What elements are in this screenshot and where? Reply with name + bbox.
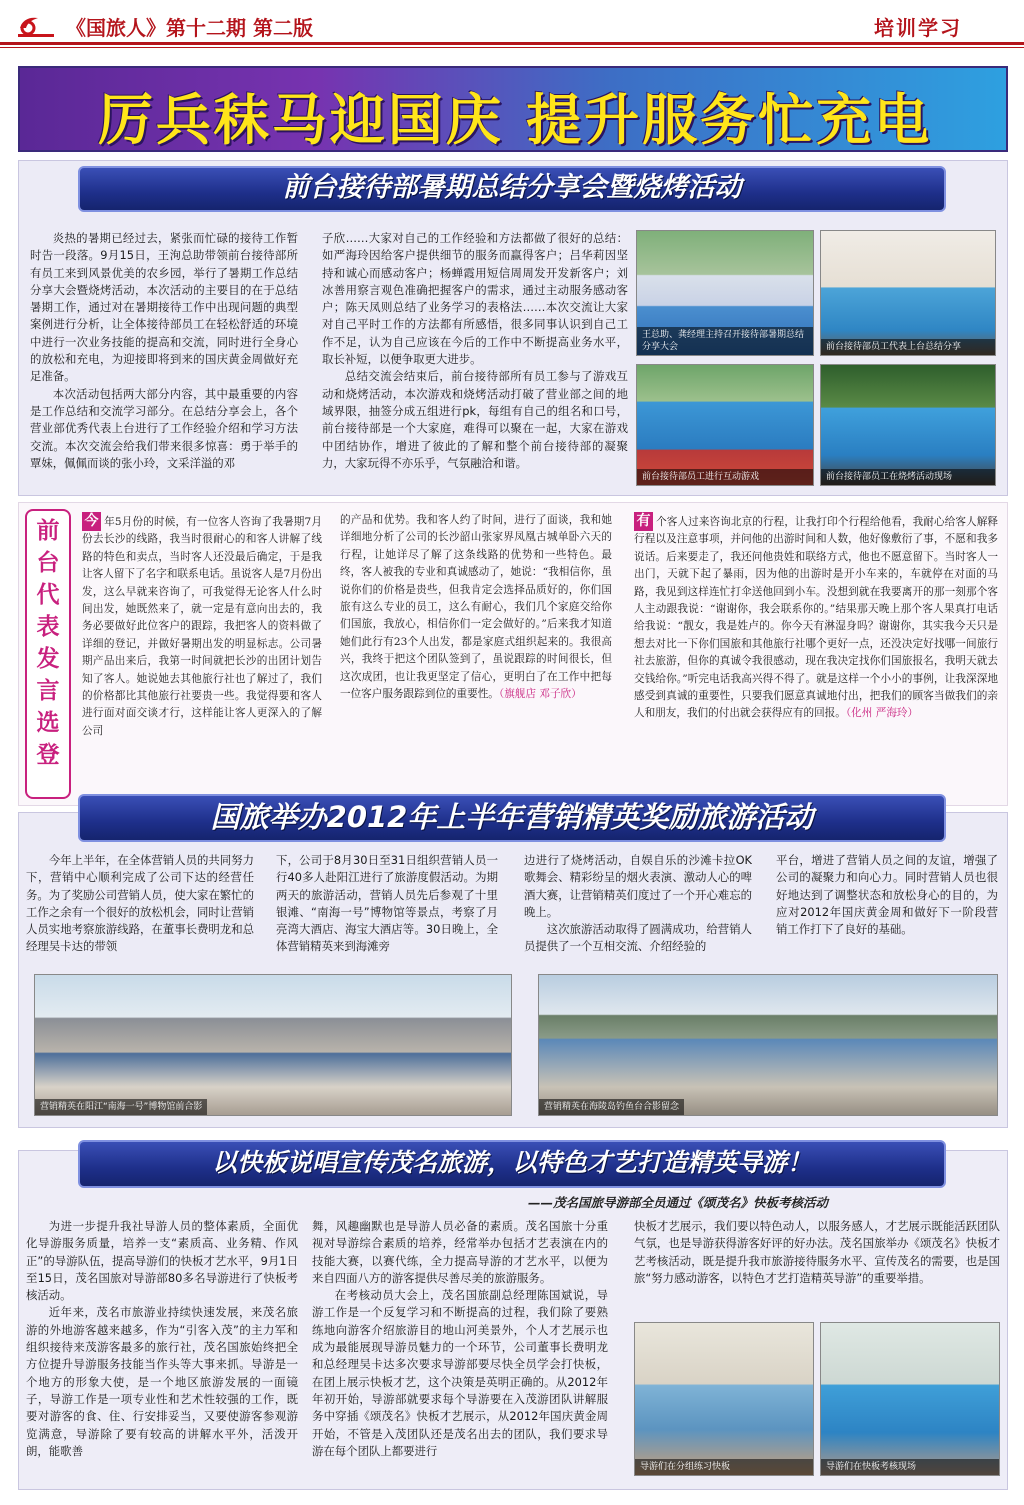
speech-author: （化州 严海玲） [845,707,919,720]
paragraph: 下，公司于8月30日至31日组织营销人员一行40多人赴阳江进行了旅游度假活动。为期两天的旅游活动，营销人员先后参观了十里银滩、“南海一号”博物馆等景点，考察了月亮湾大酒店、海宝大酒店等。30日晚上，全体营销精英来到海滩旁 [276,853,498,954]
article3-col2 [312,1218,608,1488]
photo-staff-speaking [820,230,996,356]
photo-caption: 导游们在快板考核现场 [821,1459,999,1475]
photo-caption: 营销精英在阳江“南海一号”博物馆前合影 [35,1099,207,1115]
paragraph: 在考核动员大会上，茂名国旅副总经理陈国斌说，导游工作是一个反复学习和不断提高的过程，我们除了要熟练地向游客介绍旅游目的地山河美景外，个人才艺展示也成为最能展现导游员魅力的一个环节，公司董事长费明龙和总经理吴卡达多次要求导游部要尽快全员学会打快板，在团上展示快板才艺，这个决策是英明正确的。从2012年年初开始，导游部就要求每个导游要在入茂游团队讲解服务中穿插《颂茂名》快板才艺展示，从2012年国庆黄金周开始，不管是入茂团队还是茂名出去的团队，我们要求导游在每个团队上都要进行 [312,1288,608,1458]
banner-title: 厉兵秣马迎国庆 提升服务忙充电 [97,88,933,152]
photo-group-practice [634,1322,814,1476]
cits-logo-icon [14,12,62,38]
photo-caption: 前台接待部员工进行互动游戏 [637,469,813,485]
paragraph: 本次活动包括两大部分内容，其中最重要的内容是工作总结和交流学习部分。在总结分享会上，各个营业部优秀代表上台进行了工作经验介绍和学习方法交流。本次交流会给我们带来很多惊喜：勇于举手的覃妹，佩佩而谈的张小玲，文采洋溢的邓 [30,386,298,470]
photo-barbecue [820,364,996,486]
main-banner [18,66,1008,152]
photo-caption: 营销精英在海陵岛钓鱼台合影留念 [539,1099,684,1115]
speech-author: （旗舰店 邓子欣） [498,688,582,701]
paragraph: 子欣……大家对自己的工作经验和方法都做了很好的总结：如严海玲因给客户提供细节的服务而赢得客户；吕华莉因坚持和诚心而感动客户；杨蝉霞用短信周周发开发新客户；刘冰善用察言观色准确把握客户的需求，通过主动服务感动客户；陈天凤则总结了业务学习的表格法……本次交流让大家对自己平时工作的方法都有所感悟，很多同事认识到自己工作不足，认为自己应该在今后的工作中不断提高业务水平，取长补短，以便争取更大进步。 [322,231,628,367]
paragraph: 总结交流会结束后，前台接待部所有员工参与了游戏互动和烧烤活动，本次游戏和烧烤活动打破了营业部之间的地域界限，抽签分成五组进行pk，每组有自己的组名和口号，前台接待部是一个大家庭，难得可以聚在一起，大家在游戏中团结协作，增进了彼此的了解和整个前台接待部的凝聚力，大家玩得不亦乐乎，气氛融洽和谐。 [322,369,628,470]
vertical-title-text: 前台代表发言选登 [36,518,60,768]
photo-caption: 前台接待部员工在烧烤活动现场 [821,469,995,485]
drop-cap: 有 [634,512,653,531]
speech-1 [82,512,322,802]
article3-col3 [634,1218,1000,1314]
paragraph: 这次旅游活动取得了圆满成功，给营销人员提供了一个互相交流、介绍经验的 [524,922,752,954]
photo-caption: 导游们在分组练习快板 [635,1459,813,1475]
photo-caption: 前台接待部员工代表上台总结分享 [821,339,995,355]
speech-text: 的产品和优势。我和客人约了时间，进行了面谈，我和她详细地分析了公司的长沙韶山张家界凤凰古城单卧六天的行程，让她详尽了解了这条线路的优势和一些特色。最终，客人被我的专业和真诚感动了，她说：“我相信你，虽说你们的价格是贵些，但我肯定会选择品质好的，你们国旅有这么专业的员工，这么有耐心，我们几个家庭交给你们国旅，我放心，相信你们一定会做好的。”后来我才知道她们此行有23个人出发，都是家庭式组织起来的。我很高兴，我终于把这个团队签到了，虽说跟踪的时间很长，但这次成团，也让我更坚定了信心，更明白了在工作中把每一位客户服务跟踪到位的重要性。 [340,514,612,701]
paragraph: 快板才艺展示，我们要以特色动人，以服务感人，才艺展示既能活跃团队气氛，也是导游获得游客好评的好办法。茂名国旅举办《颂茂名》快板才艺考核活动，既是提升我市旅游接待服务水平、宣传茂名的需要，也是国旅“努力感动游客，以特色才艺打造精英导游”的重要举措。 [634,1219,1000,1285]
paragraph: 边进行了烧烤活动，自娱自乐的沙滩卡拉OK歌舞会、精彩纷呈的烟火表演、激动人心的啤酒大赛，让营销精英们度过了一个开心难忘的晚上。 [524,853,752,919]
paragraph: 平台，增进了营销人员之间的友谊，增强了公司的凝聚力和向心力。同时营销人员也很好地达到了调整状态和放松身心的目的，为应对2012年国庆黄金周和做好下一阶段营销工作打下了良好的基础。 [776,853,998,937]
drop-cap: 今 [82,512,101,531]
issue-label: 《国旅人》第十二期 第二版 [66,16,313,40]
article3-subtitle: ——茂名国旅导游部全员通过《颂茂名》快板考核活动 [528,1195,829,1210]
photo-meeting-hosts [636,230,814,356]
paragraph: 为进一步提升我社导游人员的整体素质，全面优化导游服务质量，培养一支“素质高、业务精、作风正”的导游队伍，提高导游们的快板才艺水平，9月1日至15日，茂名国旅对导游部80多名导游进行了快板考核活动。 [26,1219,298,1303]
photo-yangjiang-museum [34,974,512,1116]
header-rule-thin [0,47,1024,48]
speech-2 [340,512,612,802]
photo-caption: 王总助、龚经理主持召开接待部暑期总结分享大会 [637,327,813,355]
paragraph: 炎热的暑期已经过去，紧张而忙碌的接待工作暂时告一段落。9月15日，王洵总助带领前台接待部所有员工来到风景优美的农乡园，举行了暑期工作总结分享大会暨烧烤活动，本次活动的主要目的在于总结暑期工作，通过对在暑期接待工作中出现问题的典型案例进行分析，让全体接待部员工在轻松舒适的环境中进行一次业务技能的提高和交流，同时进行全身心的放松和充电，为迎接即将到来的国庆黄金周做好充足准备。 [30,231,298,384]
article2-col4 [776,852,998,964]
article2-title: 国旅举办2012年上半年营销精英奖励旅游活动 [78,794,946,842]
speech-text: 年5月份的时候，有一位客人咨询了我暑期7月份去长沙的线路，我当时很耐心的和客人讲解了线路的特色和卖点，当时客人还没最后确定，于是我让客人留下了名字和联系电话。虽说客人是7月份出发，这么早就来咨询了，可我觉得无论客人什么时间出发，她既然来了，就一定是有意向出去的，我务必要做好此位客户的跟踪，我把客人的资料做了详细的登记，并做好暑期出发的明显标志。公司暑期产品出来后，我第一时间就把长沙的出团计划告知了客人。她说她去其他旅行社也了解过了，我们的价格都比其他旅行社要贵一些。我觉得要和客人进行面对面交谈才行，这样能让客人更深入的了解公司 [82,516,322,737]
photo-hailing-island [538,974,998,1116]
paragraph: 今年上半年，在全体营销人员的共同努力下，营销中心顺利完成了公司下达的经营任务。为了奖励公司营销人员，使大家在繁忙的工作之余有一个很好的放松机会，同时让营销人员实地考察旅游线路，在董事长费明龙和总经理吴卡达的带领 [26,853,254,954]
header-rule [0,42,1024,45]
article2-col2 [276,852,498,964]
article1-title: 前台接待部暑期总结分享会暨烧烤活动 [78,166,946,212]
paragraph: 舞，风趣幽默也是导游人员必备的素质。茂名国旅十分重视对导游综合素质的培养，经常举办包括才艺表演在内的技能大赛，以赛代练，全力提高导游的才艺水平，以便为来自四面八方的游客提供尽善尽美的旅游服务。 [312,1219,608,1285]
section-label: 培训学习 [874,16,962,40]
speech-text: 个客人过来咨询北京的行程，让我打印个行程给他看，我耐心给客人解释行程以及注意事项，并问他的出游时间和人数，他好像敷衍了事，不愿和我多说话。后来要走了，我还问他贵姓和联络方式，他也不愿意留下。当时客人一出门，天就下起了暴雨，因为他的出游时是开小车来的，车就停在对面的马路，我见到这样连忙打伞送他回到小车。没想到就在我要离开的那一刻那个客人主动跟我说：“谢谢你，我会联系你的。”结果那天晚上那个客人果真打电话给我说：“靓女，我是姓卢的。你今天有淋湿身吗？谢谢你，其实我今天只是想去对比一下你们国旅和其他旅行社哪个更好一点，还没决定好找哪一间旅行社去旅游，但你的真诚令我很感动，现在我决定找你们国旅报名，我明天就去交钱给你。”听完电话我高兴得不得了。就是这样一个小小的事例，让我深深地感受到真诚的重要性，只要我们愿意真诚地付出，把我们的顾客当做我们的亲人和朋友，我们的付出就会获得应有的回报。 [634,516,998,720]
article1-col1 [30,230,298,492]
article1-col2 [322,230,628,492]
photo-assessment-site [820,1322,1000,1476]
speeches-vertical-title [25,509,71,799]
article2-col1 [26,852,254,964]
photo-interactive-game [636,364,814,486]
article3-title: 以快板说唱宣传茂名旅游，以特色才艺打造精英导游！ [78,1140,946,1188]
page-header [0,0,1024,52]
article3-col1 [26,1218,298,1488]
article2-col3 [524,852,752,964]
speech-3 [634,512,998,802]
paragraph: 近年来，茂名市旅游业持续快速发展，来茂名旅游的外地游客越来越多，作为“引客入茂”的主力军和组织接待来茂游客最多的旅行社，茂名国旅始终把全方位提升导游服务技能当作头等大事来抓。导游是一个地方的形象大使，是一个地区旅游发展的一面镜子，导游工作是一项专业性和艺术性较强的工作，既要对游客的食、住、行安排妥当，又要使游客参观游览满意，导游除了要有较高的讲解水平外，活泼开朗，能歌善 [26,1305,298,1458]
